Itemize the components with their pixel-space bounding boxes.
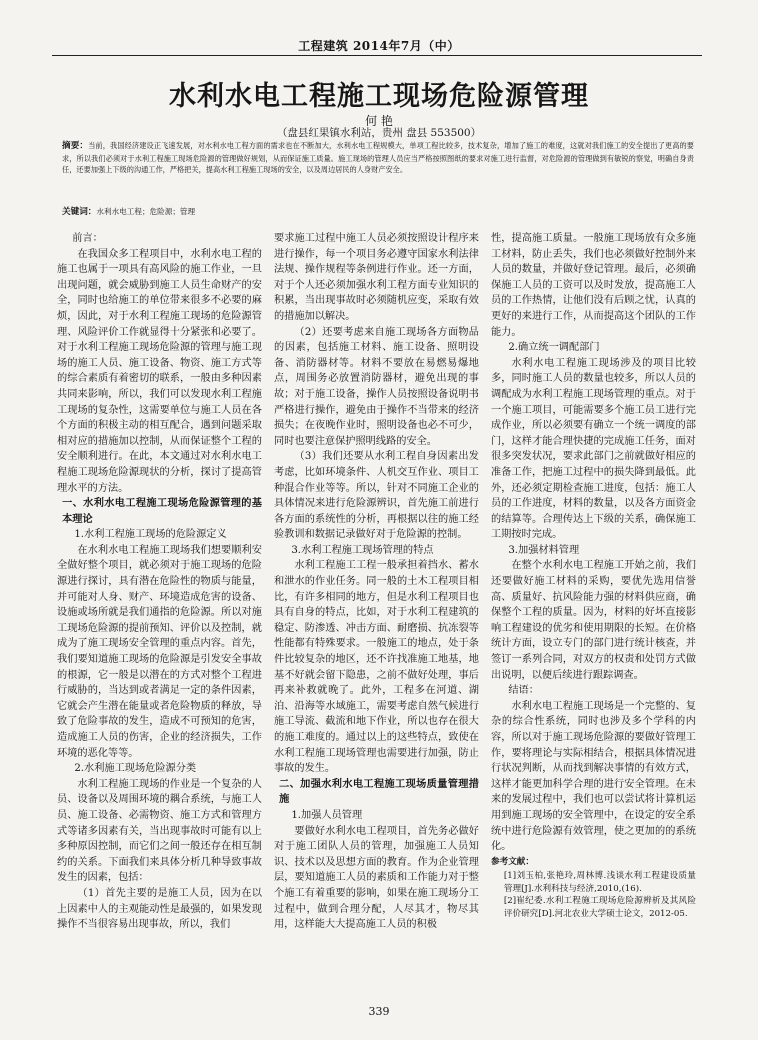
column-middle (274, 231, 479, 933)
subsection-heading: 1.加强人员管理 (291, 809, 363, 821)
abstract (62, 140, 694, 176)
paragraph: 要求施工过程中施工人员必须按照设计程序来进行操作，每一个项目务必遵守国家水利法律法规、操作规程等条例进行作业。还一方面，对于个人还必须加强水利工程方面专业知识的积累，当出现事故时必须随机应变，采取有效的措施加以解决。 (274, 233, 479, 322)
paragraph: 水利工程施工现场的作业是一个复杂的人员、设备以及周围环境的耦合系统，与施工人员、施工设备、必需物资、施工方式和管理方式等诸多因素有关，当出现事故时可能有以上多种原因控制，而它们之间一般还存在相互制约的关系。下面我们来具体分析几种导致事故发生的因素，包括： (57, 778, 262, 884)
paragraph: （1）首先主要的是施工人员，因为在以上因素中人的主观能动性是最强的，如果发现操作不当很容易出现事故，所以，我们 (57, 887, 262, 931)
reference-item: [2]崔纪委.水利工程施工现场危险源辨析及其风险评价研究[D].河北农业大学硕士论文，2012-05. (503, 896, 696, 919)
subsection-heading: 3.加强材料管理 (508, 544, 580, 556)
paragraph: 水利水电工程施工现场是一个完整的、复杂的综合性系统，同时也涉及多个学科的内容，所以对于施工现场危险源的要做好管理工作，要将理论与实际相结合，根据具体情况进行状况判断，从而找到解决事情的有效方式，这样才能更加科学合理的进行安全管理。在未来的发展过程中，我们也可以尝试将计算机运用到施工现场的安全管理中，在设定的安全系统中进行危险源有效管理，使之更加的的系统化。 (491, 700, 696, 853)
abstract-text: 当前，我国经济建设正飞速发展，对水利水电工程方面的需求也在不断加大，水利水电工程规模大，单项工程比较多，技术复杂，增加了施工的难度，这就对我们施工的安全提出了更高的要求，所以我们必须对于水利工程施工现场危险源的管理做好规划，从而保证施工质量。施工现场的管理人员应当严格按照图纸的要求对施工进行监督，对危险源的管理做到有敏锐的察觉，明确自身责任，还要加强上下级的沟通工作，严格把关，提高水利工程施工现场的安全，以及周边居民的人身财产安全。 (62, 141, 694, 175)
reference-item: [1]刘玉柏,张艳玲,周林博.浅谈水利工程建设质量管理[J].水利科技与经济,2010,(16). (503, 871, 696, 894)
abstract-label: 摘要： (62, 141, 89, 151)
references-heading: 参考文献： (491, 856, 534, 867)
article-title: 水利水电工程施工现场危险源管理 (169, 81, 589, 112)
subsection-heading: 2.确立统一调配部门 (508, 342, 600, 354)
section-heading: 一、水利水电工程施工现场危险源管理的基本理论 (62, 497, 262, 525)
section-heading: 前言： (72, 233, 103, 244)
paragraph: 水利水电工程施工现场涉及的项目比较多，同时施工人员的数量也较多，所以人员的调配成为水利工程施工现场管理的重点。对于一个施工项目，可能需要多个施工员工进行完成作业，所以必须要有确立一个统一调度的部门，这样才能合理快捷的完成施工任务，面对很多突发状况，要求此部门之前就做好相应的准备工作，把施工过程中的损失降到最低。此外，还必须定期检查施工进度，包括：施工人员的工作进度，材料的数量，以及各方面资金的结算等。合理传达上下级的关系，确保施工工期按时完成。 (491, 357, 696, 541)
header-rule (52, 55, 702, 56)
section-heading: 二、加强水利水电工程施工现场质量管理措施 (279, 777, 479, 806)
paragraph: 水利工程施工工程一般承担着挡水、蓄水和泄水的作业任务。同一般的土木工程项目相比，有许多相同的地方，但是水利工程项目也具有自身的特点，比如，对于水利工程建筑的稳定、防渗透、冲击方面、耐磨损、抗冻裂等性能都有特殊要求。一般施工的地点，处于条件比较复杂的地区，还不许找准施工地基，地基不好就会留下隐患，之前不做好处理，事后再来补救就晚了。此外，工程多在河道、湖泊、沿海等水域施工，需要考虑自然气候进行施工导流、截流和地下作业，所以也存在很大的施工难度的。通过以上的这些特点，致使在水利工程施工现场管理也需要进行加强，防止事故的发生。 (274, 560, 479, 775)
subsection-heading: 1.水利工程施工现场的危险源定义 (74, 529, 227, 541)
paragraph: 要做好水利水电工程项目，首先务必做好对于施工团队人员的管理，加强施工人员知识、技术以及思想方面的教育。作为企业管理层，要知道施工人员的素质和工作能力对于整个施工有着重要的影响，如果在施工现场分工过程中，做到合理分配，人尽其才，物尽其用，这样能大大提高施工人员的积极 (274, 825, 479, 931)
paragraph: 在我国众多工程项目中，水利水电工程的施工也属于一项具有高风险的施工作业，一旦出现问题，就会威胁到施工人员生命财产的安全，同时也给施工的单位带来很多不必要的麻烦，因此，对于水利工程施工现场的危险源管理、风险评价工作就显得十分紧张和必要了。对于水利工程施工现场危险源的管理与施工现场的施工人员、施工设备、物资、施工方式等的综合素质有着密切的联系，一般由多种因素共同来影响，所以，我们可以发现水利工程施工现场的复杂性，这需要单位与施工人员在各个方面的积极主动的相互配合，遇到问题采取相对应的措施加以控制，从而保证整个工程的安全顺利进行。在此，本文通过对水利水电工程施工现场危险源现状的分析，探讨了提高管理水平的方法。 (57, 248, 262, 494)
subsection-heading: 结语： (508, 685, 539, 697)
keywords (62, 205, 694, 217)
author: 何 艳 (365, 114, 393, 128)
keywords-text: 水利水电工程；危险源；管理 (96, 207, 196, 216)
column-left (57, 231, 262, 933)
subsection-heading: 2.水利施工现场危险源分类 (74, 763, 197, 775)
paragraph: 性，提高施工质量。一般施工现场放有众多施工材料，防止丢失，我们也必须做好控制外来人员的数量，并做好登记管理。最后，必须确保施工人员的工资可以及时发放，提高施工人员的工作热情，让他们没有后顾之忧，认真的更好的来进行工作，从而提高这个团队的工作能力。 (491, 233, 696, 338)
paragraph: 在整个水利水电工程施工开始之前，我们还要做好施工材料的采购，要优先选用信誉高、质量好、抗风险能力强的材料供应商，确保整个工程的质量。因为，材料的好坏直接影响工程建设的优劣和使用期限的长短。在价格统计方面，设立专门的部门进行统计核查，并签订一系列合同，对双方的权责和处罚方式做出说明，以便后续进行跟踪调查。 (491, 560, 696, 681)
paragraph: 在水利水电工程施工现场我们想要顺利安全做好整个项目，就必须对于施工现场的危险源进行探讨，具有潜在危险性的物质与能量，并可能对人身、财产、环境造成危害的设备、设施或场所就是我们通指的危险源。所以对施工现场危险源的提前预知、评价以及控制，就成为了施工现场安全管理的重点内容。首先，我们要知道施工现场的危险源是引发安全事故的根源，它一般是以潜在的方式对整个工程进行威胁的，当达到或者满足一定的条件因素，它就会产生潜在能量或者危险物质的释放，导致了危险事故的发生，造成不可预知的危害，造成施工人员的伤害，企业的经济损失，工作环境的恶化等等。 (57, 544, 262, 759)
running-header: 工程建筑 2014年7月（中） (298, 39, 460, 53)
paragraph: （3）我们还要从水利工程自身因素出发考虑，比如环境条件、人机交互作业、项目工种混合作业等等。所以，针对不同施工企业的具体情况来进行危险源辨识，首先施工前进行各方面的系统性的分析，再根据以往的施工经验教训和数据记录做好对于危险源的控制。 (274, 451, 479, 541)
affiliation: （盘县红果镇水利站，贵州 盘县 553500） (276, 127, 482, 139)
column-right (491, 231, 696, 920)
subsection-heading: 3.水利工程施工现场管理的特点 (291, 544, 434, 556)
page-number: 339 (368, 1005, 390, 1018)
paragraph: （2）还要考虑来自施工现场各方面物品的因素，包括施工材料、施工设备、照明设备、消防器材等。材料不要放在易燃易爆地点，周围务必放置消防器材，避免出现的事故；对于施工设备，操作人员按照设备说明书严格进行操作，避免由于操作不当带来的经济损失；在夜晚作业时，照明设备也必不可少，同时也要注意保护照明线路的安全。 (274, 326, 479, 447)
keywords-label: 关键词： (62, 207, 97, 217)
